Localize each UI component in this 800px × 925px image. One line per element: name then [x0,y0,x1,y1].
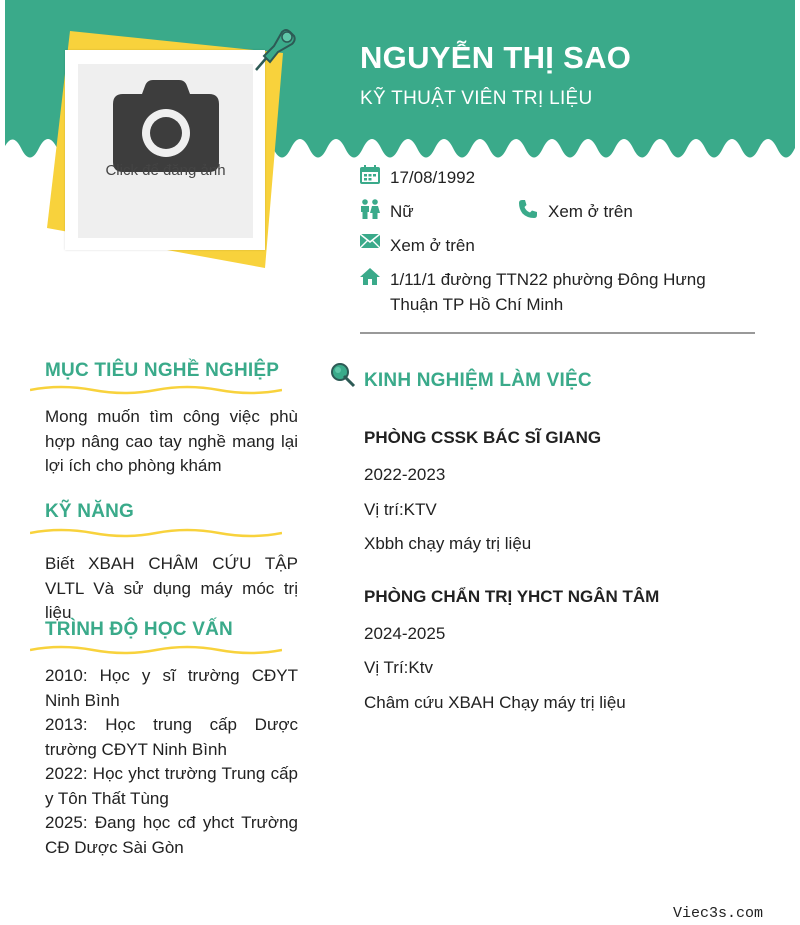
job-position: Vị trí:KTV [364,500,437,519]
phone-row [518,199,633,224]
job-company: PHÒNG CHẨN TRỊ YHCT NGÂN TÂM [364,587,660,606]
pin-icon [250,26,296,74]
photo-block [45,28,285,268]
email-row [360,233,475,258]
objective-text: Mong muốn tìm công việc phù hợp nâng cao tay nghề mang lại lợi ích cho phòng khám [45,407,298,475]
envelope-icon [360,233,382,254]
job-description: Xbbh chạy máy trị liệu [364,534,532,553]
full-name: NGUYỄN THỊ SAO [360,40,632,75]
people-icon [360,199,382,224]
camera-icon [113,80,219,172]
header-divider [360,332,755,334]
job-description: Châm cứu XBAH Chạy máy trị liệu [364,693,626,712]
education-item: 2010: Học y sĩ trường CĐYT Ninh Bình [45,666,298,710]
education-item: 2022: Học yhct trường Trung cấp y Tôn Thất Tùng [45,764,298,808]
home-icon [360,267,382,291]
calendar-icon [360,165,382,190]
job-entry [364,428,601,448]
job-position: Vị Trí:Ktv [364,658,433,677]
address-row [360,267,740,317]
education-item: 2013: Học trung cấp Dược trường CĐYT Ninh Bình [45,715,298,759]
birthday-value: 17/08/1992 [390,168,476,187]
phone-icon [518,199,540,224]
phone-value: Xem ở trên [548,202,633,221]
skills-underline [30,526,282,540]
address-value: 1/11/1 đường TTN22 phường Đông Hưng Thuận TP Hồ Chí Minh [390,270,706,314]
job-period: 2022-2023 [364,465,446,484]
education-title: TRÌNH ĐỘ HỌC VẤN [45,619,233,640]
education-list [45,664,298,860]
watermark: Viec3s.com [672,905,763,922]
experience-title: KINH NGHIỆM LÀM VIỆC [364,370,592,391]
objective-title: MỤC TIÊU NGHỀ NGHIỆP [45,360,280,381]
skills-text: Biết XBAH CHÂM CỨU TẬP VLTL Và sử dụng máy móc trị liệu [45,554,298,622]
job-period: 2024-2025 [364,624,446,643]
job-company: PHÒNG CSSK BÁC SĨ GIANG [364,428,602,447]
upload-photo-button[interactable] [78,64,253,238]
photo-frame [65,50,265,250]
education-underline [30,643,282,657]
job-title: KỸ THUẬT VIÊN TRỊ LIỆU [360,88,593,109]
education-item: 2025: Đang học cđ yhct Trường CĐ Dược Sài Gòn [45,813,298,857]
gender-row [360,199,414,224]
objective-underline [30,383,282,397]
pin-icon [330,362,356,390]
birthday-row [360,165,475,190]
photo-caption: Click để đăng ảnh [105,162,226,179]
job-entry [364,587,659,607]
gender-value: Nữ [390,202,414,221]
skills-title: KỸ NĂNG [45,501,135,522]
email-value: Xem ở trên [390,236,475,255]
